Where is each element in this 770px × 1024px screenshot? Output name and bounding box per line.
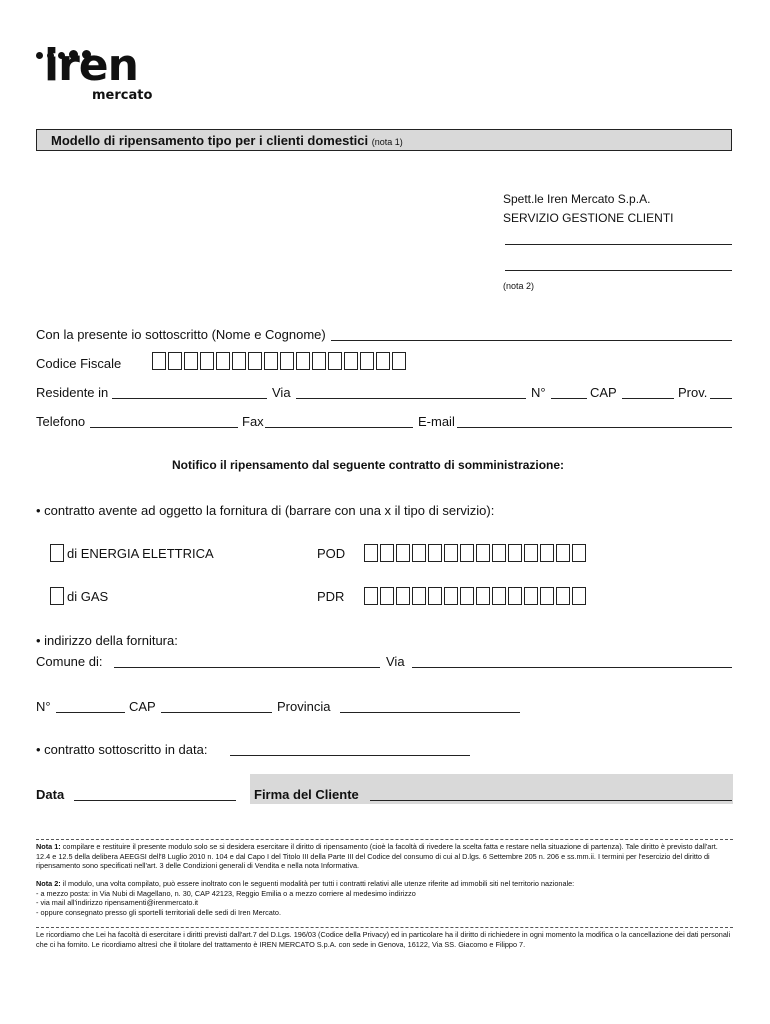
firma-field[interactable]	[370, 800, 732, 801]
indirizzo-via-field[interactable]	[412, 667, 732, 668]
fax-field[interactable]	[265, 427, 413, 428]
nota1-label: Nota 1:	[36, 842, 61, 851]
nota2	[36, 879, 732, 917]
indirizzo-heading: • indirizzo della fornitura:	[36, 633, 178, 648]
comune-label: Comune di:	[36, 654, 103, 669]
nota2-item: - via mail all'indirizzo ripensamenti@irenmercato.it	[36, 898, 199, 907]
provincia-label: Provincia	[277, 699, 331, 714]
residente-prov-field[interactable]	[710, 398, 732, 399]
telefono-field[interactable]	[90, 427, 238, 428]
indirizzo-numero-field[interactable]	[56, 712, 125, 713]
title-note: (nota 1)	[371, 137, 403, 147]
gas-label: di GAS	[67, 589, 109, 604]
nota2-label: Nota 2:	[36, 879, 61, 888]
fax-label: Fax	[242, 414, 264, 429]
addressee-line2: SERVIZIO GESTIONE CLIENTI	[503, 211, 674, 225]
sottoscritto-data-label: • contratto sottoscritto in data:	[36, 742, 208, 757]
pod-cells[interactable]	[364, 544, 588, 562]
gas-checkbox[interactable]	[50, 587, 64, 605]
addressee-note: (nota 2)	[503, 281, 535, 291]
addressee-field-1[interactable]	[505, 244, 732, 245]
privacy-divider	[36, 927, 733, 928]
indirizzo-via-label: Via	[386, 654, 405, 669]
indirizzo-cap-field[interactable]	[161, 712, 272, 713]
energia-label: di ENERGIA ELETTRICA	[67, 546, 214, 561]
sottoscritto-field[interactable]	[331, 340, 732, 341]
nota1-text: compilare e restituire il presente modulo solo se si desidera esercitare il diritto di ripensamento (cioè la facoltà di rivedere la scelta fatta e restare nella situazione di partenza). Tale diritto è previsto dall'art. 12.4 e 12.5 della delibera AEEGSI dell'8 Luglio 2010 n. 104 e dal Capo I del Titolo III della Parte III del Codice del consumo di cui al D.lgs. 6 Settembre 205 n. 206 e ss.mm.ii. I termini per l'esercizio del diritto di ripensamento sono specificati nell'art. 3 delle Condizioni generali di Vendita e nella nota Informativa.	[36, 842, 718, 870]
nota2-item: - oppure consegnato presso gli sportelli territoriali delle sedi di Iren Mercato.	[36, 907, 281, 917]
energia-checkbox[interactable]	[50, 544, 64, 562]
pod-label: POD	[317, 546, 346, 561]
title-text: Modello di ripensamento tipo per i clienti domestici	[51, 133, 369, 148]
telefono-label: Telefono	[36, 414, 86, 429]
provincia-field[interactable]	[340, 712, 520, 713]
codice-fiscale-label: Codice Fiscale	[36, 356, 122, 371]
data-field[interactable]	[74, 800, 236, 801]
residente-via-field[interactable]	[296, 398, 526, 399]
residente-numero-field[interactable]	[551, 398, 587, 399]
nota2-text: il modulo, una volta compilato, può essere inoltrato con le seguenti modalità per tutti i contratti relativi alle utenze riferite ad immobili siti nel territorio nazionale:	[62, 879, 575, 888]
firma-label: Firma del Cliente	[254, 787, 359, 802]
contratto-oggetto-label: • contratto avente ad oggetto la fornitura di (barrare con una x il tipo di servizio):	[36, 503, 495, 518]
notes-divider	[36, 839, 733, 840]
indirizzo-cap-label: CAP	[129, 699, 156, 714]
codice-fiscale-cells[interactable]	[152, 352, 408, 370]
sottoscritto-label: Con la presente io sottoscritto (Nome e Cognome)	[36, 327, 326, 342]
privacy-note: Le ricordiamo che Lei ha facoltà di esercitare i diritti previsti dall'art.7 del D.Lgs. 196/03 (Codice della Privacy) ed in particolare ha il diritto di richiedere in ogni momento la modifica o la cancellazione dei dati personali che ci ha fornito. Le ricordiamo altresì che il titolare del trattamento è IREN MERCATO S.p.A. con sede in Genova, 16122, Via SS. Giacomo e Filippo 7.	[36, 930, 731, 949]
sottoscritto-data-field[interactable]	[230, 755, 470, 756]
residente-numero-label: N°	[531, 385, 546, 400]
nota1	[36, 842, 732, 871]
data-label: Data	[36, 787, 65, 802]
residente-field[interactable]	[112, 398, 267, 399]
email-field[interactable]	[457, 427, 732, 428]
residente-cap-field[interactable]	[622, 398, 674, 399]
comune-field[interactable]	[114, 667, 380, 668]
pdr-label: PDR	[317, 589, 345, 604]
residente-cap-label: CAP	[590, 385, 617, 400]
residente-label: Residente in	[36, 385, 109, 400]
form-title	[36, 129, 732, 151]
notifico-heading: Notifico il ripensamento dal seguente contratto di somministrazione:	[172, 458, 565, 472]
addressee-field-2[interactable]	[505, 270, 732, 271]
pdr-cells[interactable]	[364, 587, 588, 605]
addressee-line1: Spett.le Iren Mercato S.p.A.	[503, 192, 651, 206]
indirizzo-numero-label: N°	[36, 699, 51, 714]
residente-via-label: Via	[272, 385, 291, 400]
logo-subtitle: mercato	[92, 88, 153, 103]
logo-word: iren	[44, 40, 138, 91]
residente-prov-label: Prov.	[678, 385, 708, 400]
email-label: E-mail	[418, 414, 455, 429]
nota2-item: - a mezzo posta: in Via Nubi di Magellano, n. 30, CAP 42123, Reggio Emilia o a mezzo corriere al medesimo indirizzo	[36, 888, 416, 898]
